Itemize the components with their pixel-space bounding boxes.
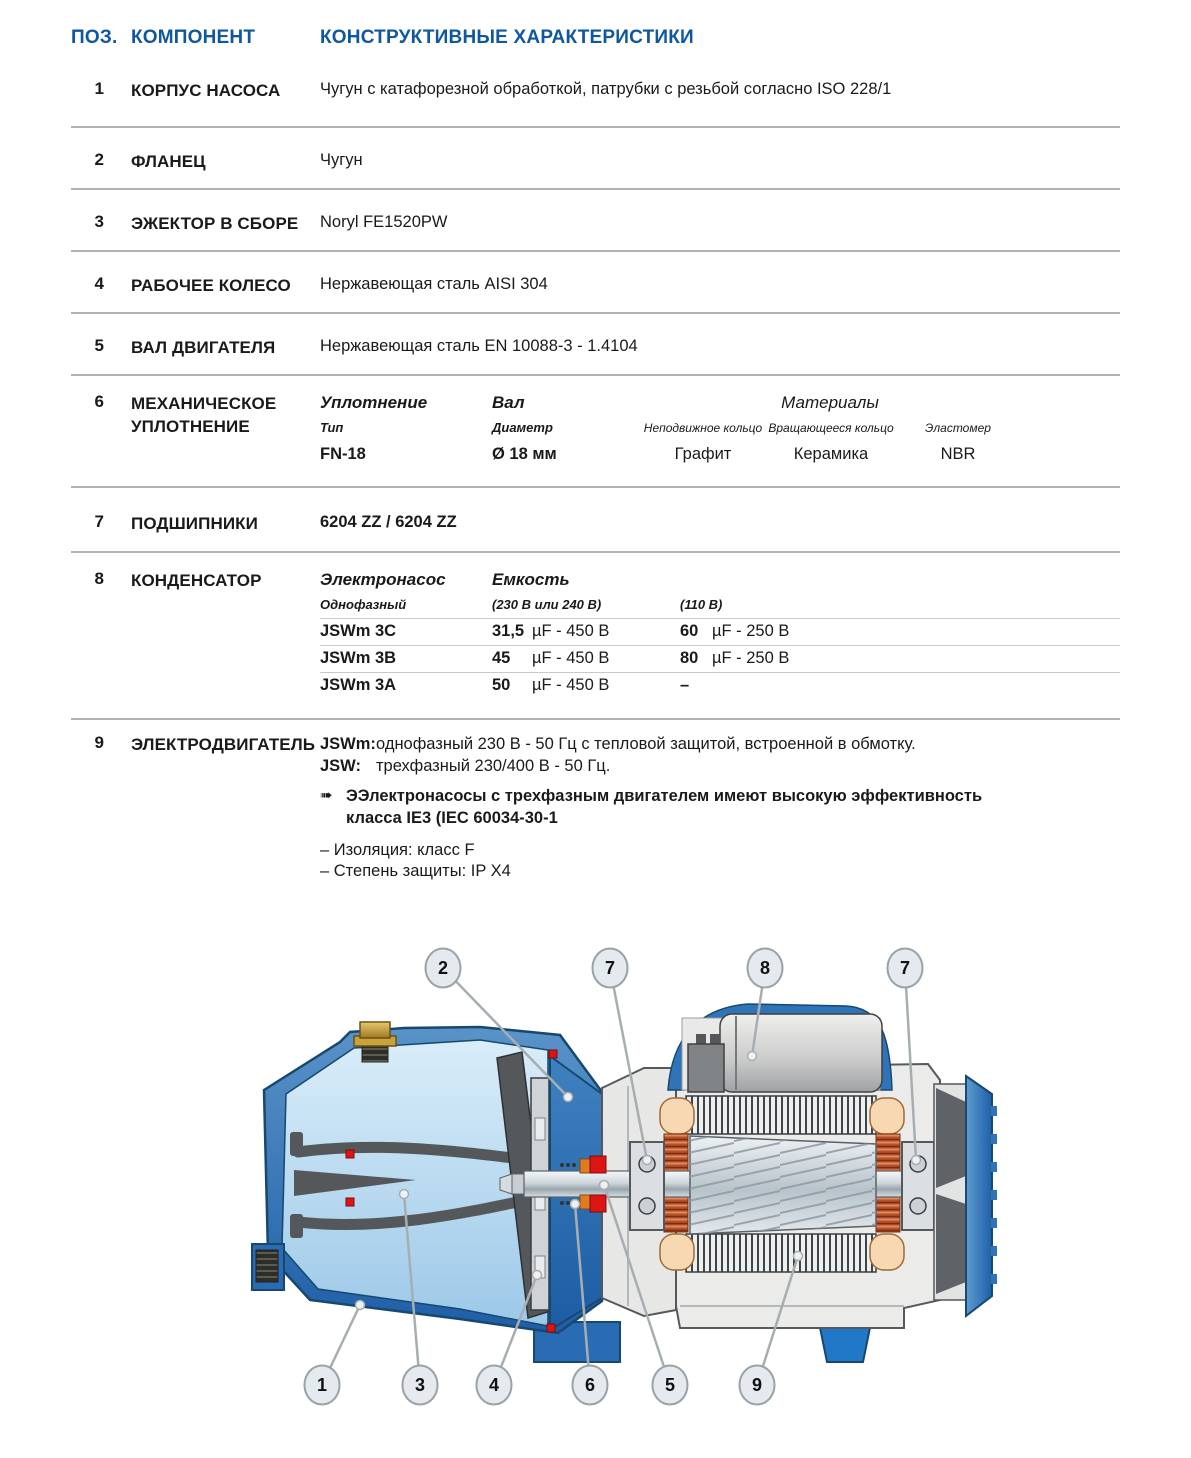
seal-elastomer-value: NBR xyxy=(940,445,976,463)
callout-4 xyxy=(477,1366,512,1405)
callout-5 xyxy=(653,1366,688,1405)
row-pos: 3 xyxy=(94,212,104,231)
motor-efficiency-note xyxy=(320,785,1120,829)
capacity-value: 60 xyxy=(680,622,699,640)
note-line2: класса IE3 (IEC 60034-30-1 xyxy=(346,809,558,827)
row-description: Noryl FE1520PW xyxy=(320,213,448,231)
capacity-value: – xyxy=(680,676,690,694)
callout-number: 5 xyxy=(664,1375,676,1395)
callout-2 xyxy=(426,949,461,988)
callout-7-front xyxy=(593,949,628,988)
note-line1: ЭЭлектронасосы с трехфазным двигателем имеют высокую эффективность xyxy=(346,787,983,805)
row-component: КОРПУС НАСОСА xyxy=(131,81,281,100)
capacity-unit: µF - 450 В xyxy=(532,676,610,694)
seal-label-elastomer: Эластомер xyxy=(925,421,991,435)
seal-subtable xyxy=(320,392,1120,464)
motor-insulation: – Изоляция: класс F xyxy=(320,841,475,859)
component-line2: УПЛОТНЕНИЕ xyxy=(131,417,250,436)
bearings-value: 6204 ZZ / 6204 ZZ xyxy=(320,513,457,531)
capacitor-row xyxy=(320,618,1120,645)
row-component: ПОДШИПНИКИ xyxy=(131,514,258,533)
row-component: ВАЛ ДВИГАТЕЛЯ xyxy=(131,338,276,357)
capacity-unit: µF - 250 В xyxy=(712,622,790,640)
callout-1 xyxy=(305,1366,340,1405)
row-pos: 6 xyxy=(94,392,104,411)
seal-label-rotating-ring: Вращающееся кольцо xyxy=(768,421,894,435)
suction-port xyxy=(252,1244,284,1290)
seal-label-diameter: Диаметр xyxy=(492,420,553,435)
pump-model: JSWm 3A xyxy=(320,676,397,694)
capacity-110v xyxy=(680,646,1120,672)
row-component: ЭЛЕКТРОДВИГАТЕЛЬ xyxy=(131,735,316,754)
cooling-fan xyxy=(934,1084,968,1300)
header-characteristics: КОНСТРУКТИВНЫЕ ХАРАКТЕРИСТИКИ xyxy=(320,27,694,48)
capacity-110v xyxy=(680,619,1120,645)
row-pos: 4 xyxy=(94,274,104,293)
callout-3 xyxy=(403,1366,438,1405)
row-component: КОНДЕНСАТОР xyxy=(131,571,262,590)
row-pos: 8 xyxy=(94,569,104,588)
row-description: Чугун xyxy=(320,151,363,169)
header-component: КОМПОНЕНТ xyxy=(131,27,256,48)
capacity-110v xyxy=(680,673,1120,699)
seal-label-type: Тип xyxy=(320,420,344,435)
motor-model-text: однофазный 230 В - 50 Гц с тепловой защитой, встроенной в обмотку. xyxy=(376,735,916,753)
capacity-unit: µF - 450 В xyxy=(532,622,610,640)
table-row xyxy=(71,252,1120,314)
callout-number: 2 xyxy=(437,958,449,978)
seal-group-seal: Уплотнение xyxy=(320,393,428,412)
callout-8 xyxy=(748,949,783,988)
row-description: Нержавеющая сталь EN 10088-3 - 1.4104 xyxy=(320,337,638,355)
capacity-value: 31,5 xyxy=(492,622,525,640)
pump-cutaway-diagram xyxy=(228,938,998,1453)
seal-diameter-value: Ø 18 мм xyxy=(492,445,557,463)
callout-number: 9 xyxy=(751,1375,763,1395)
motor-line-jsw xyxy=(320,755,1120,777)
capacitor-col-capacity: Емкость xyxy=(492,570,570,589)
capacity-value: 45 xyxy=(492,649,511,667)
table-row-bearings xyxy=(71,488,1120,553)
row-pos: 9 xyxy=(94,733,104,752)
seal-label-stationary-ring: Неподвижное кольцо xyxy=(643,421,763,435)
component-line1: МЕХАНИЧЕСКОЕ xyxy=(131,394,277,413)
motor-description xyxy=(320,733,1120,882)
capacity-value: 50 xyxy=(492,676,511,694)
seal-group-materials: Материалы xyxy=(781,393,879,412)
capacitor-sub-230v: (230 В или 240 В) xyxy=(492,597,602,612)
table-row-capacitor xyxy=(71,553,1120,720)
row-pos: 5 xyxy=(94,336,104,355)
table-header xyxy=(71,26,1120,50)
motor-protection: – Степень защиты: IP X4 xyxy=(320,862,511,880)
note-text xyxy=(346,785,982,829)
capacity-unit: µF - 250 В xyxy=(712,649,790,667)
row-pos: 2 xyxy=(94,150,104,169)
capacitor-col-pump: Электронасос xyxy=(320,570,446,589)
row-description: Чугун с катафорезной обработкой, патрубки с резьбой согласно ISO 228/1 xyxy=(320,80,892,98)
fan-cover xyxy=(966,1076,997,1316)
row-component xyxy=(131,392,320,464)
pump-model: JSWm 3C xyxy=(320,622,397,640)
callout-number: 8 xyxy=(759,958,771,978)
pump-model: JSWm 3B xyxy=(320,649,397,667)
callout-6 xyxy=(573,1366,608,1405)
capacity-230v xyxy=(492,619,680,645)
motor-model-label: JSWm: xyxy=(320,735,376,753)
callout-7-rear xyxy=(888,949,923,988)
callout-number: 1 xyxy=(316,1375,328,1395)
motor-model-label: JSW: xyxy=(320,757,361,775)
header-pos: ПОЗ. xyxy=(71,27,118,48)
callout-number: 4 xyxy=(488,1375,500,1395)
row-component: ФЛАНЕЦ xyxy=(131,152,206,171)
row-pos: 1 xyxy=(94,79,104,98)
callout-number: 7 xyxy=(899,958,911,978)
seal-group-shaft: Вал xyxy=(492,393,525,412)
table-row xyxy=(71,190,1120,252)
table-row xyxy=(71,128,1120,190)
seal-type-value: FN-18 xyxy=(320,445,366,463)
callout-9 xyxy=(740,1366,775,1405)
capacitor-row xyxy=(320,672,1120,699)
seal-stationary-value: Графит xyxy=(674,445,732,463)
capacity-230v xyxy=(492,646,680,672)
motor-model-text: трехфазный 230/400 В - 50 Гц. xyxy=(376,757,611,775)
table-row-mechanical-seal xyxy=(71,376,1120,488)
callout-number: 6 xyxy=(584,1375,596,1395)
rotor xyxy=(690,1136,876,1234)
motor-line-jswm xyxy=(320,733,1120,755)
capacity-value: 80 xyxy=(680,649,699,667)
capacitor-subtable xyxy=(320,569,1120,699)
capacitor-sub-singlephase: Однофазный xyxy=(320,597,407,612)
row-component: РАБОЧЕЕ КОЛЕСО xyxy=(131,276,291,295)
row-pos: 7 xyxy=(94,512,104,531)
arrow-bullet-icon: ➠ xyxy=(320,787,333,804)
callout-number: 3 xyxy=(414,1375,426,1395)
table-row xyxy=(71,314,1120,376)
callout-number: 7 xyxy=(604,958,616,978)
capacitor-row xyxy=(320,645,1120,672)
spec-table xyxy=(71,26,1120,908)
capacity-unit: µF - 450 В xyxy=(532,649,610,667)
capacitor-sub-110v: (110 В) xyxy=(680,597,723,612)
seal-rotating-value: Керамика xyxy=(793,445,869,463)
capacity-230v xyxy=(492,673,680,699)
table-row-motor xyxy=(71,720,1120,908)
table-row xyxy=(71,50,1120,128)
row-component: ЭЖЕКТОР В СБОРЕ xyxy=(131,214,299,233)
row-description: Нержавеющая сталь AISI 304 xyxy=(320,275,548,293)
